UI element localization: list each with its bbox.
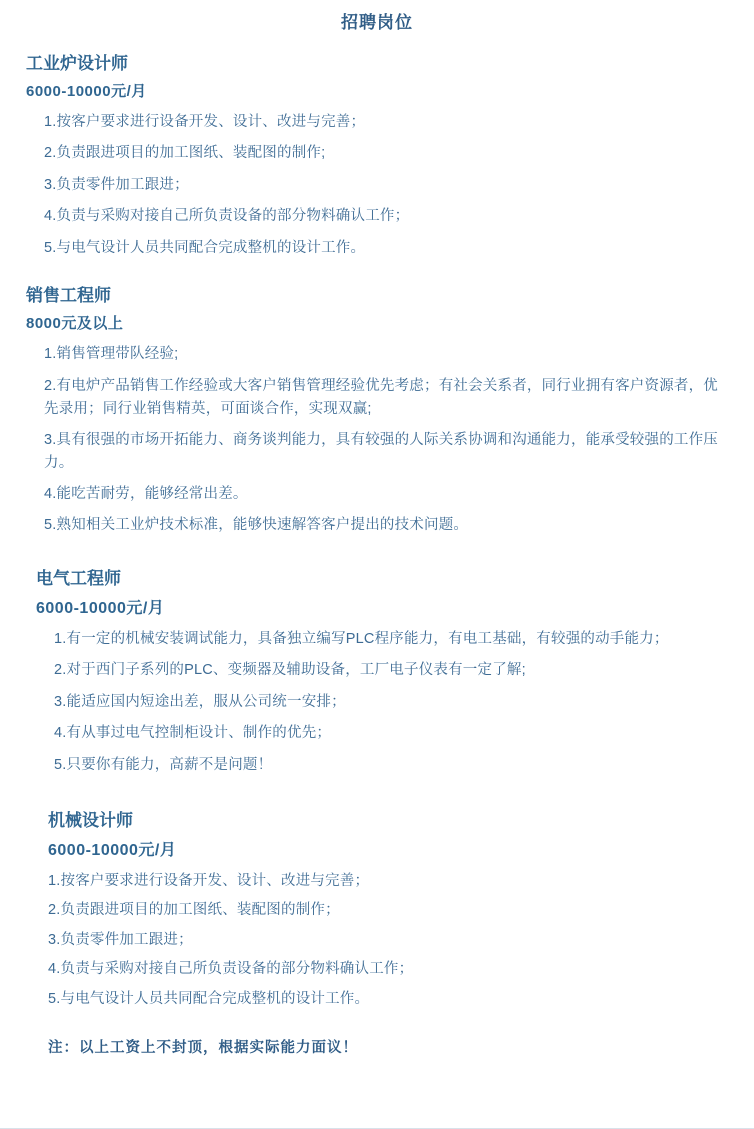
list-item: 5.与电气设计人员共同配合完成整机的设计工作。 [48,990,370,1007]
job-title: 销售工程师 [26,286,111,306]
list-item: 3.负责零件加工跟进； [44,176,189,193]
job-salary: 8000元及以上 [26,315,124,333]
list-item: 1.按客户要求进行设备开发、设计、改进与完善； [44,114,366,130]
job-duty-list [14,343,740,537]
job-salary: 6000-10000元/月 [48,842,177,859]
list-item: 4.能吃苦耐劳，能够经常出差。 [44,486,248,503]
list-item: 2.负责跟进项目的加工图纸、装配图的制作; [44,145,326,162]
list-item: 5.只要你有能力，高薪不是问题！ [54,756,273,773]
list-item: 1.销售管理带队经验; [44,346,179,363]
job-section-mechanical-designer [14,806,740,1010]
list-item: 3.能适应国内短途出差，服从公司统一安排； [54,693,346,710]
job-section-sales-engineer [14,281,740,537]
salary-note: 注：以上工资上不封顶，根据实际能力面议！ [48,1040,358,1057]
job-duty-list [14,628,740,776]
list-item: 2.对于西门子系列的PLC、变频器及辅助设备，工厂电子仪表有一定了解; [54,662,526,679]
job-salary: 6000-10000元/月 [36,599,165,617]
list-item: 2.有电炉产品销售工作经验或大客户销售管理经验优先考虑；有社会关系者，同行业拥有客户资源者，优先录用；同行业销售精英，可面谈合作，实现双赢; [44,377,718,417]
job-duty-list [14,111,740,259]
job-section-electrical-engineer [14,564,740,776]
list-item: 5.与电气设计人员共同配合完成整机的设计工作。 [44,239,366,256]
page-title: 招聘岗位 [341,13,413,32]
list-item: 3.负责零件加工跟进； [48,931,193,948]
list-item: 4.负责与采购对接自己所负责设备的部分物料确认工作； [48,961,414,978]
list-item: 5.熟知相关工业炉技术标准，能够快速解答客户提出的技术问题。 [44,517,469,534]
job-title: 工业炉设计师 [26,54,128,73]
list-item: 4.有从事过电气控制柜设计、制作的优先； [54,725,332,742]
list-item: 3.具有很强的市场开拓能力、商务谈判能力，具有较强的人际关系协调和沟通能力，能承受较强的工作压力。 [44,431,718,472]
list-item: 2.负责跟进项目的加工图纸、装配图的制作； [48,902,340,919]
list-item: 4.负责与采购对接自己所负责设备的部分物料确认工作； [44,208,410,225]
job-duty-list [14,870,740,1010]
job-title: 电气工程师 [36,568,121,588]
job-section-industrial-furnace-designer [14,49,740,259]
list-item: 1.按客户要求进行设备开发、设计、改进与完善； [48,873,370,889]
list-item: 1.有一定的机械安装调试能力，具备独立编写PLC程序能力，有电工基础，有较强的动手能力； [54,630,669,647]
job-title: 机械设计师 [48,811,133,830]
job-salary: 6000-10000元/月 [26,83,147,100]
